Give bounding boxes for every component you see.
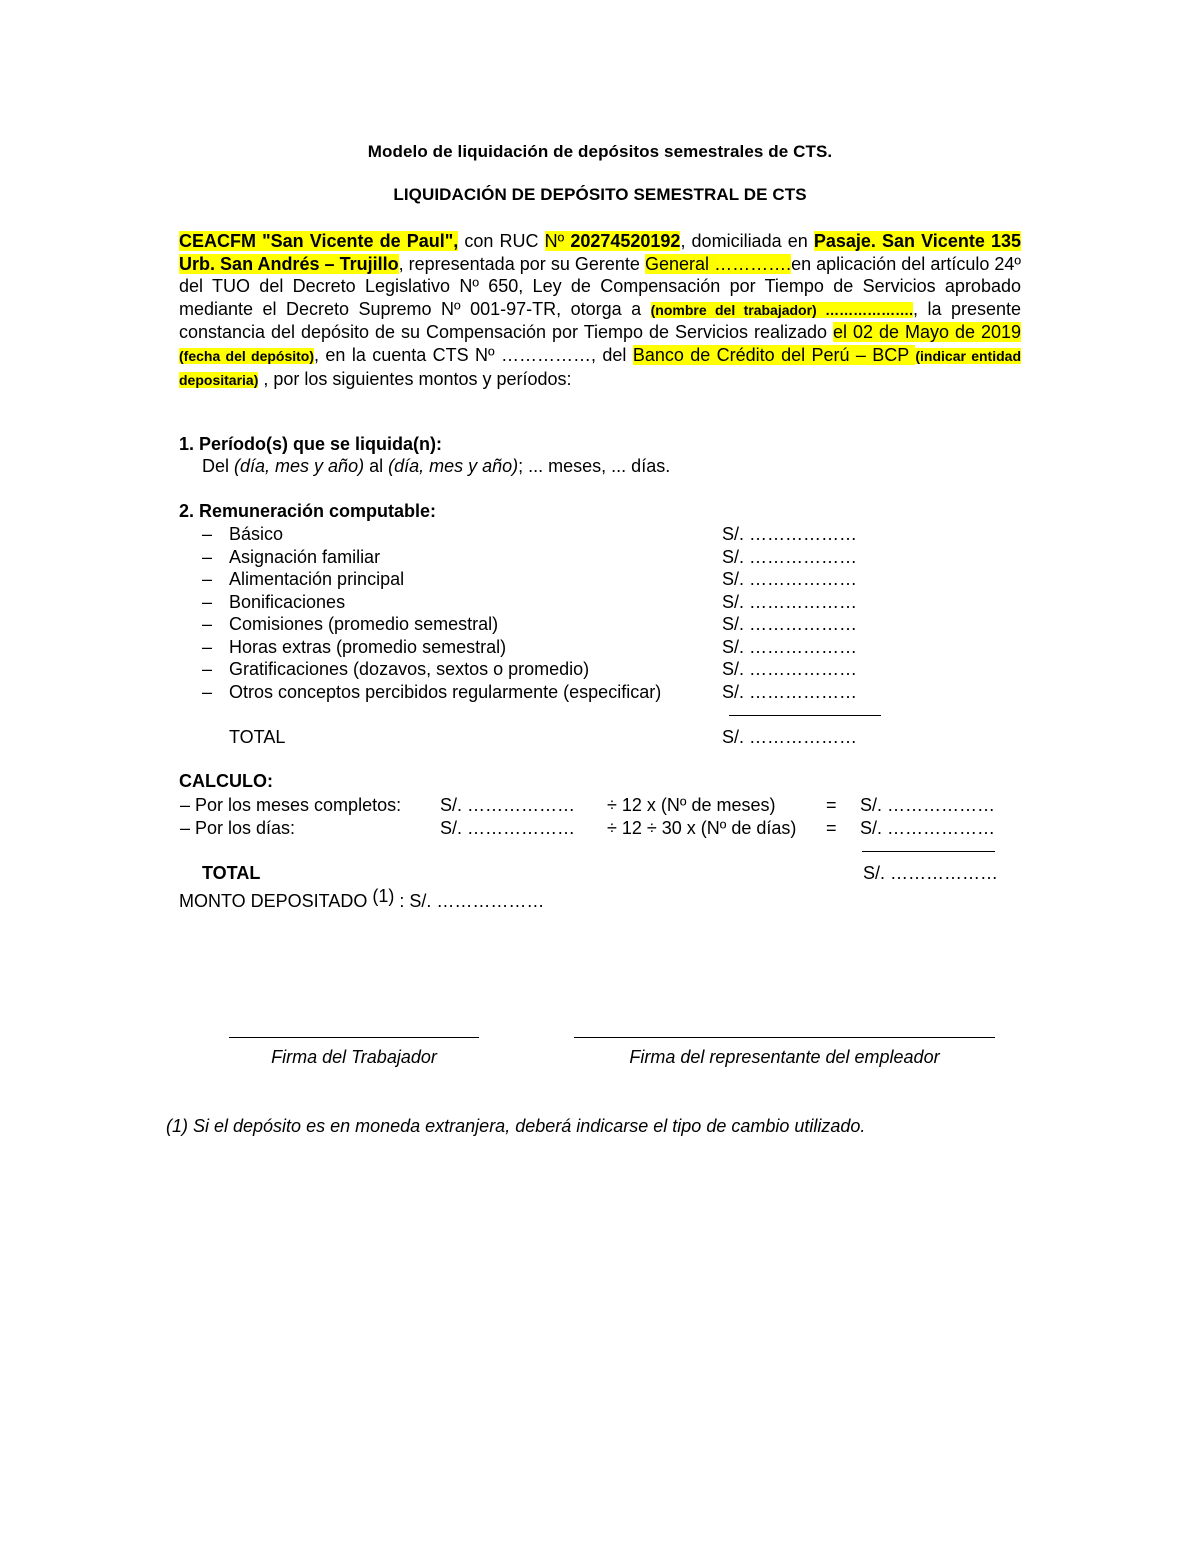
- document-page: Modelo de liquidación de depósitos semestrales de CTS. LIQUIDACIÓN DE DEPÓSITO SEMESTRAL DE CTS CEACFM "San Vicente de Paul", con RUC Nº 20274520192, domiciliada en Pasaje. San Vicente 135 Urb. San Andrés – Trujillo, representada por su Gerente General ………….en aplicación del artículo 24º del TUO del Decreto Legislativo Nº 650, Ley de Compensación por Tiempo de Servicios aprobado mediante el Decreto Supremo Nº 001-97-TR, otorga a (nombre del trabajador) ………………., la presente constancia del depósito de su Compensación por Tiempo de Servicios realizado el 02 de Mayo de 2019 (fecha del depósito), en la cuenta CTS Nº ……………, del Banco de Crédito del Perú – BCP (indicar entidad depositaria) , por los siguientes montos y períodos: 1. Período(s) que se liquida(n): Del (día, mes y año) al (día, mes y año); ... meses, ... días. 2. Remuneración computable: – Básico S/. ……………… – Asignación familiar S/. ……………… – Alimentación principal S/. ……………… – Bonificaciones S/. ……………… – Comisiones (promedio semestral) S/. ……………… – Horas extras (promedio semestral) S/. ……………… – Gratificaciones (dozavos, sextos o promedio) S/. ……………… – Otros conceptos percibidos regularmente (especificar) S/. ……………… TOTAL S/. ……………… CALCULO: – Por los meses completos: S/. ……………… ÷ 12 x (Nº de meses) = S/. ……………… – Por los días: S/. ……………… ÷ 12 ÷ 30 x (Nº de días) = S/. ……………… TOTAL S/. ……………… MONTO DEPOSITADO (1) : S/. ……………… Firma del Trabajador Firma del representante del empleador (1) Si el depósito es en moneda extranjera, deberá indicarse el tipo de cambio utilizado.: [0, 0, 1200, 1553]
- document-subtitle: LIQUIDACIÓN DE DEPÓSITO SEMESTRAL DE CTS: [393, 185, 807, 204]
- worker-signature-label: Firma del Trabajador: [271, 1047, 437, 1067]
- footnote: (1) Si el depósito es en moneda extranjera, deberá indicarse el tipo de cambio utilizado.: [166, 1116, 866, 1136]
- worker-signature-line: [229, 1037, 479, 1038]
- company-address: Pasaje. San Vicente 135 Urb. San Andrés – Trujillo: [179, 231, 1021, 274]
- remuneration-total-rule: [729, 715, 881, 716]
- footnote-ref: (1): [372, 886, 395, 906]
- deposit-date-note: (fecha del depósito): [179, 347, 315, 364]
- period-line: Del (día, mes y año) al (día, mes y año); ... meses, ... días.: [202, 456, 671, 476]
- intro-paragraph: CEACFM "San Vicente de Paul", con RUC Nº 20274520192, domiciliada en Pasaje. San Vicente 135 Urb. San Andrés – Trujillo, representada por su Gerente General ………….en aplicación del artículo 24º del TUO del Decreto Legislativo Nº 650, Ley de Compensación por Tiempo de Servicios aprobado mediante el Decreto Supremo Nº 001-97-TR, otorga a (nombre del trabajador) ………………., la presente constancia del depósito de su Compensación por Tiempo de Servicios realizado el 02 de Mayo de 2019 (fecha del depósito), en la cuenta CTS Nº ……………, del Banco de Crédito del Perú – BCP (indicar entidad depositaria) , por los siguientes montos y períodos:: [179, 231, 1022, 389]
- ruc-number: 20274520192: [570, 231, 681, 251]
- worker-name-field: (nombre del trabajador) ……………….: [650, 301, 913, 318]
- employer-signature-label: Firma del representante del empleador: [629, 1047, 940, 1067]
- section-remuneration-title: 2. Remuneración computable:: [179, 501, 437, 521]
- bank-note: (indicar entidad depositaria): [179, 347, 1021, 388]
- document-title: Modelo de liquidación de depósitos semestrales de CTS.: [367, 142, 833, 161]
- ruc-symbol: Nº: [544, 231, 565, 251]
- calculation-total-rule: [862, 851, 995, 852]
- calculation-title: CALCULO:: [179, 771, 273, 791]
- section-period-title: 1. Período(s) que se liquida(n):: [179, 434, 443, 454]
- deposit-date: el 02 de Mayo de 2019: [833, 322, 1021, 343]
- manager-field: General ………….: [644, 253, 792, 274]
- company-name: CEACFM "San Vicente de Paul",: [179, 231, 459, 251]
- bank-name: Banco de Crédito del Perú – BCP: [632, 344, 909, 365]
- employer-signature-line: [574, 1037, 995, 1038]
